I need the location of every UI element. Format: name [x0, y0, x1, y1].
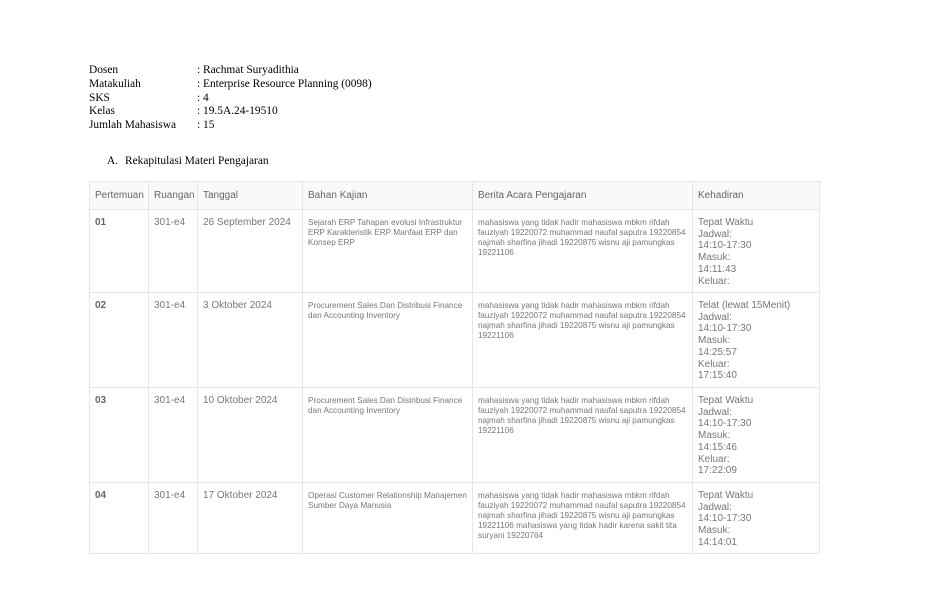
jumlah-mahasiswa-value: : 15	[197, 119, 215, 132]
jadwal-label: Jadwal:	[698, 501, 732, 513]
kelas-label: Kelas	[89, 105, 115, 118]
pertemuan-cell: 03	[90, 388, 149, 483]
jadwal-label: Jadwal:	[698, 228, 732, 240]
jadwal-value: 14:10-17:30	[698, 418, 752, 430]
tanggal-cell: 3 Oktober 2024	[198, 293, 303, 388]
kehadiran-status: Telat (lewat 15Menit)	[698, 300, 791, 311]
sks-value: : 4	[197, 91, 209, 104]
masuk-value: 14:25:57	[698, 346, 737, 358]
jadwal-value: 14:10-17:30	[698, 513, 752, 525]
tanggal-cell: 17 Oktober 2024	[198, 483, 303, 554]
ruangan-cell: 301-e4	[149, 210, 198, 293]
pertemuan-cell: 01	[90, 210, 149, 293]
masuk-label: Masuk:	[698, 335, 731, 347]
header-kehadiran: Kehadiran	[693, 182, 820, 210]
section-heading	[107, 155, 269, 167]
header-pertemuan: Pertemuan	[90, 182, 149, 210]
pertemuan-cell: 04	[90, 483, 149, 554]
berita-acara-cell: mahasiswa yang tidak hadir mahasiswa mbkm rifdah fauziyah 19220072 muhammad naufal saputra 19220854 najmah sharfina jihadi 19220875 wisnu aji pamungkas 19221106 mahasiswa yang tidak hadir karena sakit tita suryani 19220764	[473, 483, 693, 554]
jumlah-mahasiswa-label: Jumlah Mahasiswa	[89, 119, 176, 132]
masuk-value: 14:11:43	[698, 263, 737, 275]
matakuliah-label: Matakuliah	[89, 77, 141, 90]
bahan-kajian-cell: Operasi Customer Relationship Manajemen Sumber Daya Manusia	[303, 483, 473, 554]
table-row	[90, 483, 820, 554]
berita-acara-cell: mahasiswa yang tidak hadir mahasiswa mbkm rifdah fauziyah 19220072 muhammad naufal saputra 19220854 najmah sharfina jihadi 19220875 wisnu aji pamungkas 19221106	[473, 210, 693, 293]
ruangan-cell: 301-e4	[149, 293, 198, 388]
header-tanggal: Tanggal	[198, 182, 303, 210]
info-row-jumlah-mahasiswa	[89, 119, 372, 133]
kehadiran-cell	[693, 293, 820, 388]
kehadiran-status: Tepat Waktu	[698, 395, 754, 406]
course-info	[89, 64, 372, 133]
masuk-label: Masuk:	[698, 525, 731, 537]
sks-label: SKS	[89, 91, 110, 104]
jadwal-label: Jadwal:	[698, 406, 732, 418]
bahan-kajian-cell: Procurement Sales Dan Distribusi Finance dan Accounting Inventory	[303, 388, 473, 483]
header-berita-acara: Berita Acara Pengajaran	[473, 182, 693, 210]
info-row-matakuliah	[89, 78, 372, 92]
berita-acara-cell: mahasiswa yang tidak hadir mahasiswa mbkm rifdah fauziyah 19220072 muhammad naufal saputra 19220854 najmah sharfina jihadi 19220875 wisnu aji pamungkas 19221106	[473, 388, 693, 483]
masuk-value: 14:14:01	[698, 536, 737, 548]
kehadiran-cell	[693, 388, 820, 483]
rekap-table	[89, 181, 820, 554]
masuk-value: 14:15:46	[698, 441, 737, 453]
pertemuan-cell: 02	[90, 293, 149, 388]
masuk-label: Masuk:	[698, 252, 731, 264]
table-row	[90, 210, 820, 293]
kehadiran-cell	[693, 483, 820, 554]
info-row-sks	[89, 92, 372, 106]
bahan-kajian-cell: Sejarah ERP Tahapan evolusi Infrastruktur ERP Karakteristik ERP Manfaat ERP dan Konsep ERP	[303, 210, 473, 293]
dosen-value: : Rachmat Suryadithia	[197, 64, 299, 76]
info-row-dosen	[89, 64, 372, 78]
table-header-row	[90, 182, 820, 210]
section-number: A.	[107, 155, 119, 167]
tanggal-cell: 26 September 2024	[198, 210, 303, 293]
jadwal-label: Jadwal:	[698, 311, 732, 323]
section-title: Rekapitulasi Materi Pengajaran	[125, 155, 269, 167]
dosen-label: Dosen	[89, 64, 119, 76]
info-row-kelas	[89, 105, 372, 119]
keluar-value: 17:22:09	[698, 465, 737, 477]
ruangan-cell: 301-e4	[149, 483, 198, 554]
tanggal-cell: 10 Oktober 2024	[198, 388, 303, 483]
kelas-value: : 19.5A.24-19510	[197, 105, 278, 118]
header-ruangan: Ruangan	[149, 182, 198, 210]
jadwal-value: 14:10-17:30	[698, 240, 752, 252]
keluar-label: Keluar:	[698, 358, 730, 370]
masuk-label: Masuk:	[698, 430, 731, 442]
table-row	[90, 293, 820, 388]
keluar-value: 17:15:40	[698, 370, 737, 382]
jadwal-value: 14:10-17:30	[698, 323, 752, 335]
berita-acara-cell: mahasiswa yang tidak hadir mahasiswa mbkm rifdah fauziyah 19220072 muhammad naufal saputra 19220854 najmah sharfina jihadi 19220875 wisnu aji pamungkas 19221106	[473, 293, 693, 388]
header-bahan-kajian: Bahan Kajian	[303, 182, 473, 210]
ruangan-cell: 301-e4	[149, 388, 198, 483]
table-row	[90, 388, 820, 483]
kehadiran-status: Tepat Waktu	[698, 490, 754, 501]
keluar-label: Keluar:	[698, 275, 730, 287]
kehadiran-cell	[693, 210, 820, 293]
matakuliah-value: : Enterprise Resource Planning (0098)	[197, 77, 372, 90]
bahan-kajian-cell: Procurement Sales Dan Distribusi Finance dan Accounting Inventory	[303, 293, 473, 388]
kehadiran-status: Tepat Waktu	[698, 217, 754, 228]
keluar-label: Keluar:	[698, 453, 730, 465]
